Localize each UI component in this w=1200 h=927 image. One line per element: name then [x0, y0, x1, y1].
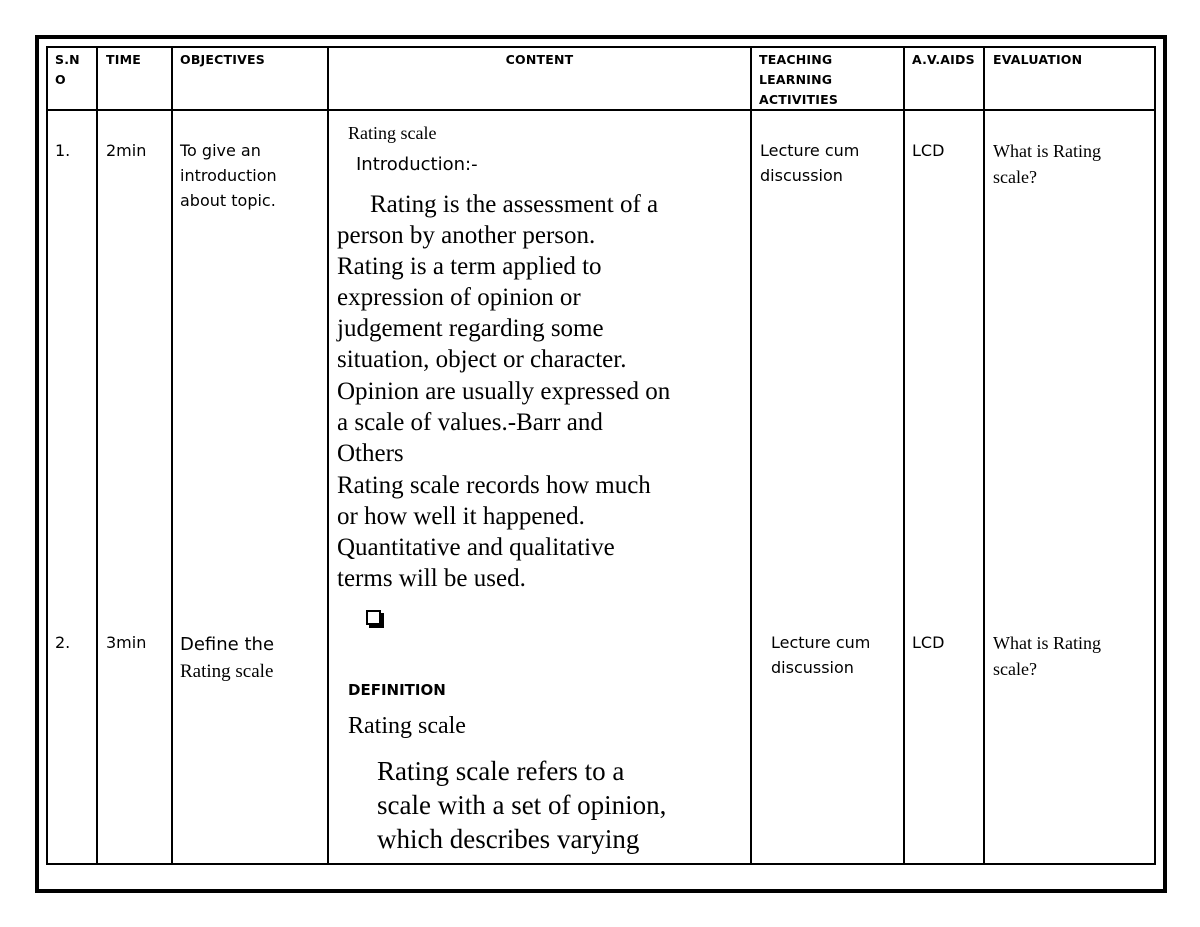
content-line: Rating is the assessment of a [370, 191, 659, 218]
row2-av-aid: LCD [912, 633, 945, 652]
row1-sno: 1. [55, 141, 71, 160]
content-line: judgement regarding some [337, 315, 604, 342]
row1-evaluation: What is Rating scale? [993, 141, 1101, 187]
header-divider [46, 109, 1154, 111]
content-line: a scale of values.-Barr and [337, 409, 603, 436]
content-line: Opinion are usually expressed on [337, 378, 671, 405]
content-line: Rating is a term applied to [337, 253, 602, 280]
row1-av-aid: LCD [912, 141, 945, 160]
column-divider [171, 46, 173, 863]
row2-evaluation: What is Rating scale? [993, 633, 1101, 679]
content-line: Rating scale refers to a [377, 756, 625, 786]
row2-objective-line2: Rating scale [180, 661, 274, 682]
row2-content-heading: DEFINITION [348, 681, 446, 699]
content-line: terms will be used. [337, 565, 526, 592]
row2-activity: Lecture cum discussion [771, 633, 871, 677]
header-time: TIME [106, 52, 141, 67]
content-line: Others [337, 440, 404, 467]
header-evaluation: EVALUATION [993, 52, 1083, 67]
row2-sno: 2. [55, 633, 71, 652]
column-divider [96, 46, 98, 863]
header-teaching-activities: TEACHING LEARNING ACTIVITIES [759, 52, 839, 107]
content-line: Rating scale records how much [337, 472, 651, 499]
content-line: person by another person. [337, 222, 596, 249]
row1-time: 2min [106, 141, 147, 160]
header-sno: S.N O [55, 52, 80, 87]
row1-content-subtitle: Introduction:- [356, 154, 478, 175]
row1-activity: Lecture cum discussion [760, 141, 860, 185]
row1-objective: To give an introduction about topic. [180, 141, 277, 210]
column-divider [750, 46, 752, 863]
header-av-aids: A.V.AIDS [912, 52, 975, 67]
column-divider [903, 46, 905, 863]
content-line: expression of opinion or [337, 284, 581, 311]
checkbox-bullet-icon [366, 610, 381, 625]
row1-content-title: Rating scale [348, 123, 437, 143]
content-line: scale with a set of opinion, [377, 790, 667, 820]
content-line: which describes varying [377, 824, 640, 854]
row2-content-title: Rating scale [348, 713, 466, 739]
header-content: CONTENT [505, 52, 574, 67]
content-line: Quantitative and qualitative [337, 534, 615, 561]
header-objectives: OBJECTIVES [180, 52, 265, 67]
row2-time: 3min [106, 633, 147, 652]
column-divider [327, 46, 329, 863]
column-divider [983, 46, 985, 863]
content-line: or how well it happened. [337, 503, 585, 530]
row2-objective-line1: Define the [180, 634, 275, 655]
content-line: situation, object or character. [337, 346, 627, 373]
